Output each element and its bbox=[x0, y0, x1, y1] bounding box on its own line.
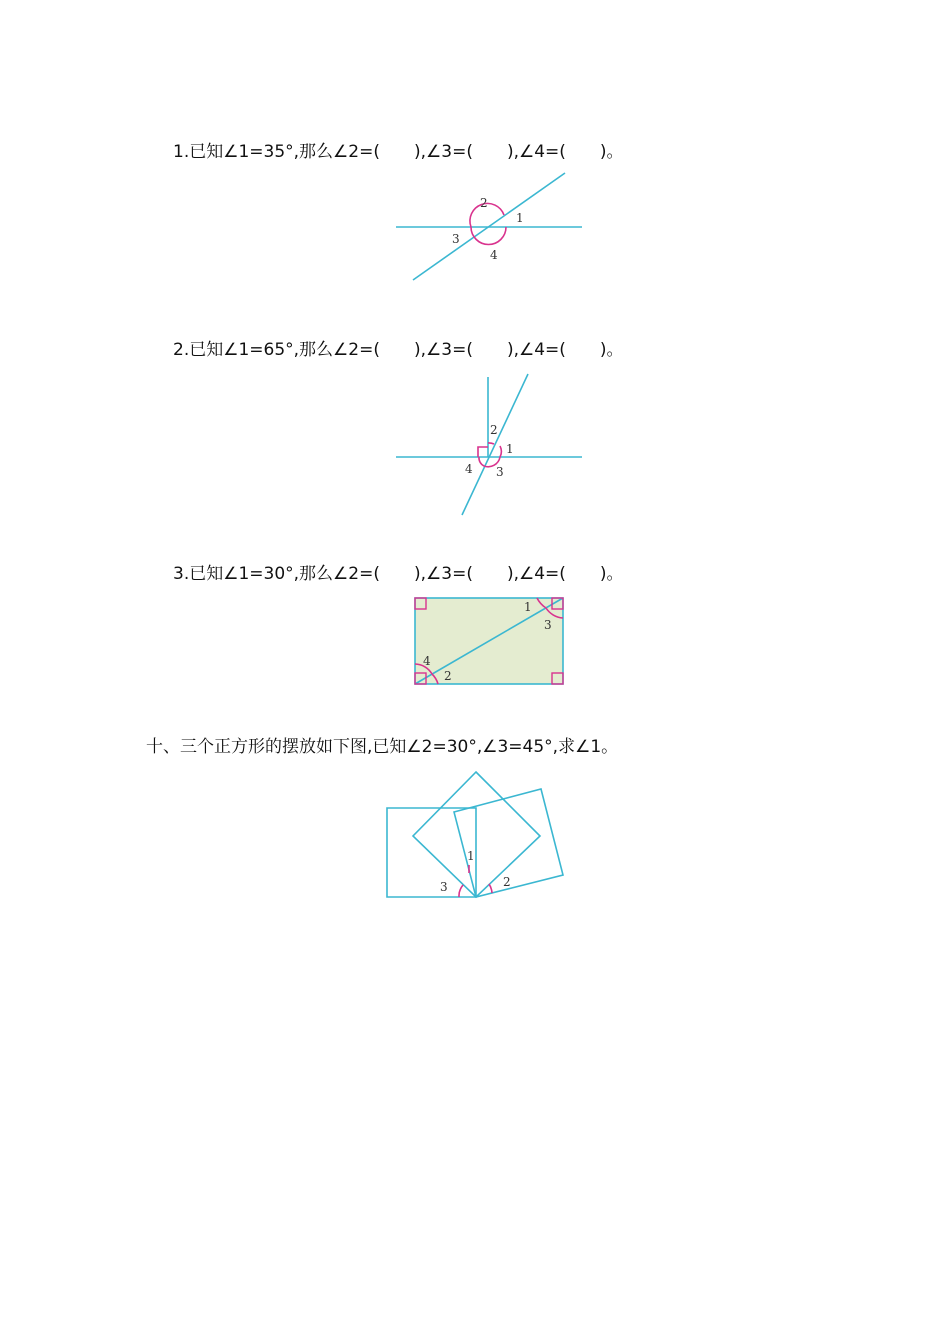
angle-label-2: 2 bbox=[503, 875, 511, 889]
angle-label-1: 1 bbox=[506, 442, 514, 456]
angle-label-3: 3 bbox=[496, 465, 504, 479]
angle-label-3: 3 bbox=[440, 880, 448, 894]
angle-3-arc bbox=[459, 885, 463, 897]
problem-10-text: 十、三个正方形的摆放如下图,已知∠2=30°,∠3=45°,求∠1。 bbox=[146, 737, 619, 757]
angle-label-4: 4 bbox=[465, 462, 473, 476]
angle-label-1: 1 bbox=[524, 600, 532, 614]
question-3-text: 3.已知∠1=30°,那么∠2=( ),∠3=( ),∠4=( )。 bbox=[173, 564, 624, 584]
question-1-text: 1.已知∠1=35°,那么∠2=( ),∠3=( ),∠4=( )。 bbox=[173, 142, 624, 162]
angle-label-2: 2 bbox=[444, 669, 452, 683]
angle-label-1: 1 bbox=[467, 849, 475, 863]
angle-label-4: 4 bbox=[423, 654, 431, 668]
angle-label-2: 2 bbox=[490, 423, 498, 437]
angle-2-arc bbox=[489, 884, 492, 893]
angle-label-2: 2 bbox=[480, 196, 488, 210]
angle-label-1: 1 bbox=[516, 211, 524, 225]
angle-label-3: 3 bbox=[452, 232, 460, 246]
question-2-text: 2.已知∠1=65°,那么∠2=( ),∠3=( ),∠4=( )。 bbox=[173, 340, 624, 360]
angle-label-3: 3 bbox=[544, 618, 552, 632]
angle-label-4: 4 bbox=[490, 248, 498, 262]
